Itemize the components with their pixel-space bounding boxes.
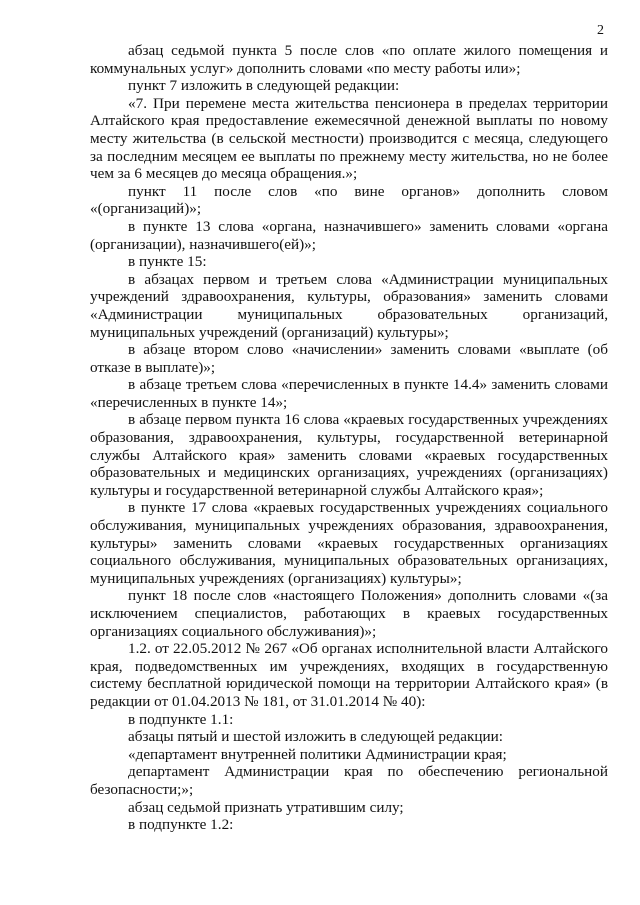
paragraph: в пункте 17 слова «краевых государственных учреждениях социального обслуживания, муниципальных учреждениях образования, здравоохранения, культуры» заменить словами «краевых государственных организациях социального обслуживания, муниципальных образовательных организациях, муниципальных учреждениях (организациях) культуры»; <box>90 499 608 587</box>
page-number: 2 <box>597 23 604 38</box>
paragraph: пункт 18 после слов «настоящего Положения» дополнить словами «(за исключением специалистов, работающих в краевых государственных организациях социального обслуживания)»; <box>90 587 608 640</box>
paragraph: в подпункте 1.2: <box>128 816 234 834</box>
paragraph: абзацы пятый и шестой изложить в следующей редакции: <box>128 728 503 746</box>
paragraph: «департамент внутренней политики Администрации края; <box>128 745 507 763</box>
paragraph: пункт 7 изложить в следующей редакции: <box>128 77 400 95</box>
paragraph: пункт 11 после слов «по вине органов» дополнить словом «(организаций)»; <box>90 182 608 218</box>
paragraph: «7. При перемене места жительства пенсионера в пределах территории Алтайского края предоставление ежемесячной денежной выплаты по новому месту жительства (в сельской местности) производится с месяца, следующего за последним месяцем ее выплаты по прежнему месту жительства, но не более чем за 6 месяцев до месяца обращения.»; <box>90 94 608 183</box>
paragraph: в пункте 13 слова «органа, назначившего» заменить словами «органа (организации), назначившего(ей)»; <box>90 217 608 253</box>
paragraph: в абзаце первом пункта 16 слова «краевых государственных учреждениях образования, здравоохранения, культуры, государственной ветеринарной службы Алтайского края» заменить словами «краевых государственных образовательных и медицинских организациях, учреждениях (организациях) культуры и государственной ветеринарной службы Алтайского края»; <box>90 411 608 499</box>
paragraph: департамент Администрации края по обеспечению региональной безопасности;»; <box>90 763 608 798</box>
paragraph: в абзаце втором слово «начислении» заменить словами «выплате (об отказе в выплате)»; <box>90 341 608 376</box>
paragraph: в абзацах первом и третьем слова «Администрации муниципальных учреждений здравоохранения, культуры, образования» заменить словами «Администрации муниципальных образовательных организаций, муниципальных учреждений (организаций) культуры»; <box>90 270 608 341</box>
paragraph: в абзаце третьем слова «перечисленных в пункте 14.4» заменить словами «перечисленных в пункте 14»; <box>90 376 608 411</box>
paragraph: в пункте 15: <box>128 253 207 271</box>
paragraph: в подпункте 1.1: <box>128 710 234 728</box>
document-body <box>90 42 608 834</box>
paragraph: абзац седьмой признать утратившим силу; <box>128 798 404 816</box>
paragraph: абзац седьмой пункта 5 после слов «по оплате жилого помещения и коммунальных услуг» дополнить словами «по месту работы или»; <box>90 42 608 77</box>
paragraph: 1.2. от 22.05.2012 № 267 «Об органах исполнительной власти Алтайского края, подведомственных им учреждениях, входящих в государственную систему бесплатной юридической помощи на территории Алтайского края» (в редакции от 01.04.2013 № 181, от 31.01.2014 № 40): <box>90 640 608 710</box>
